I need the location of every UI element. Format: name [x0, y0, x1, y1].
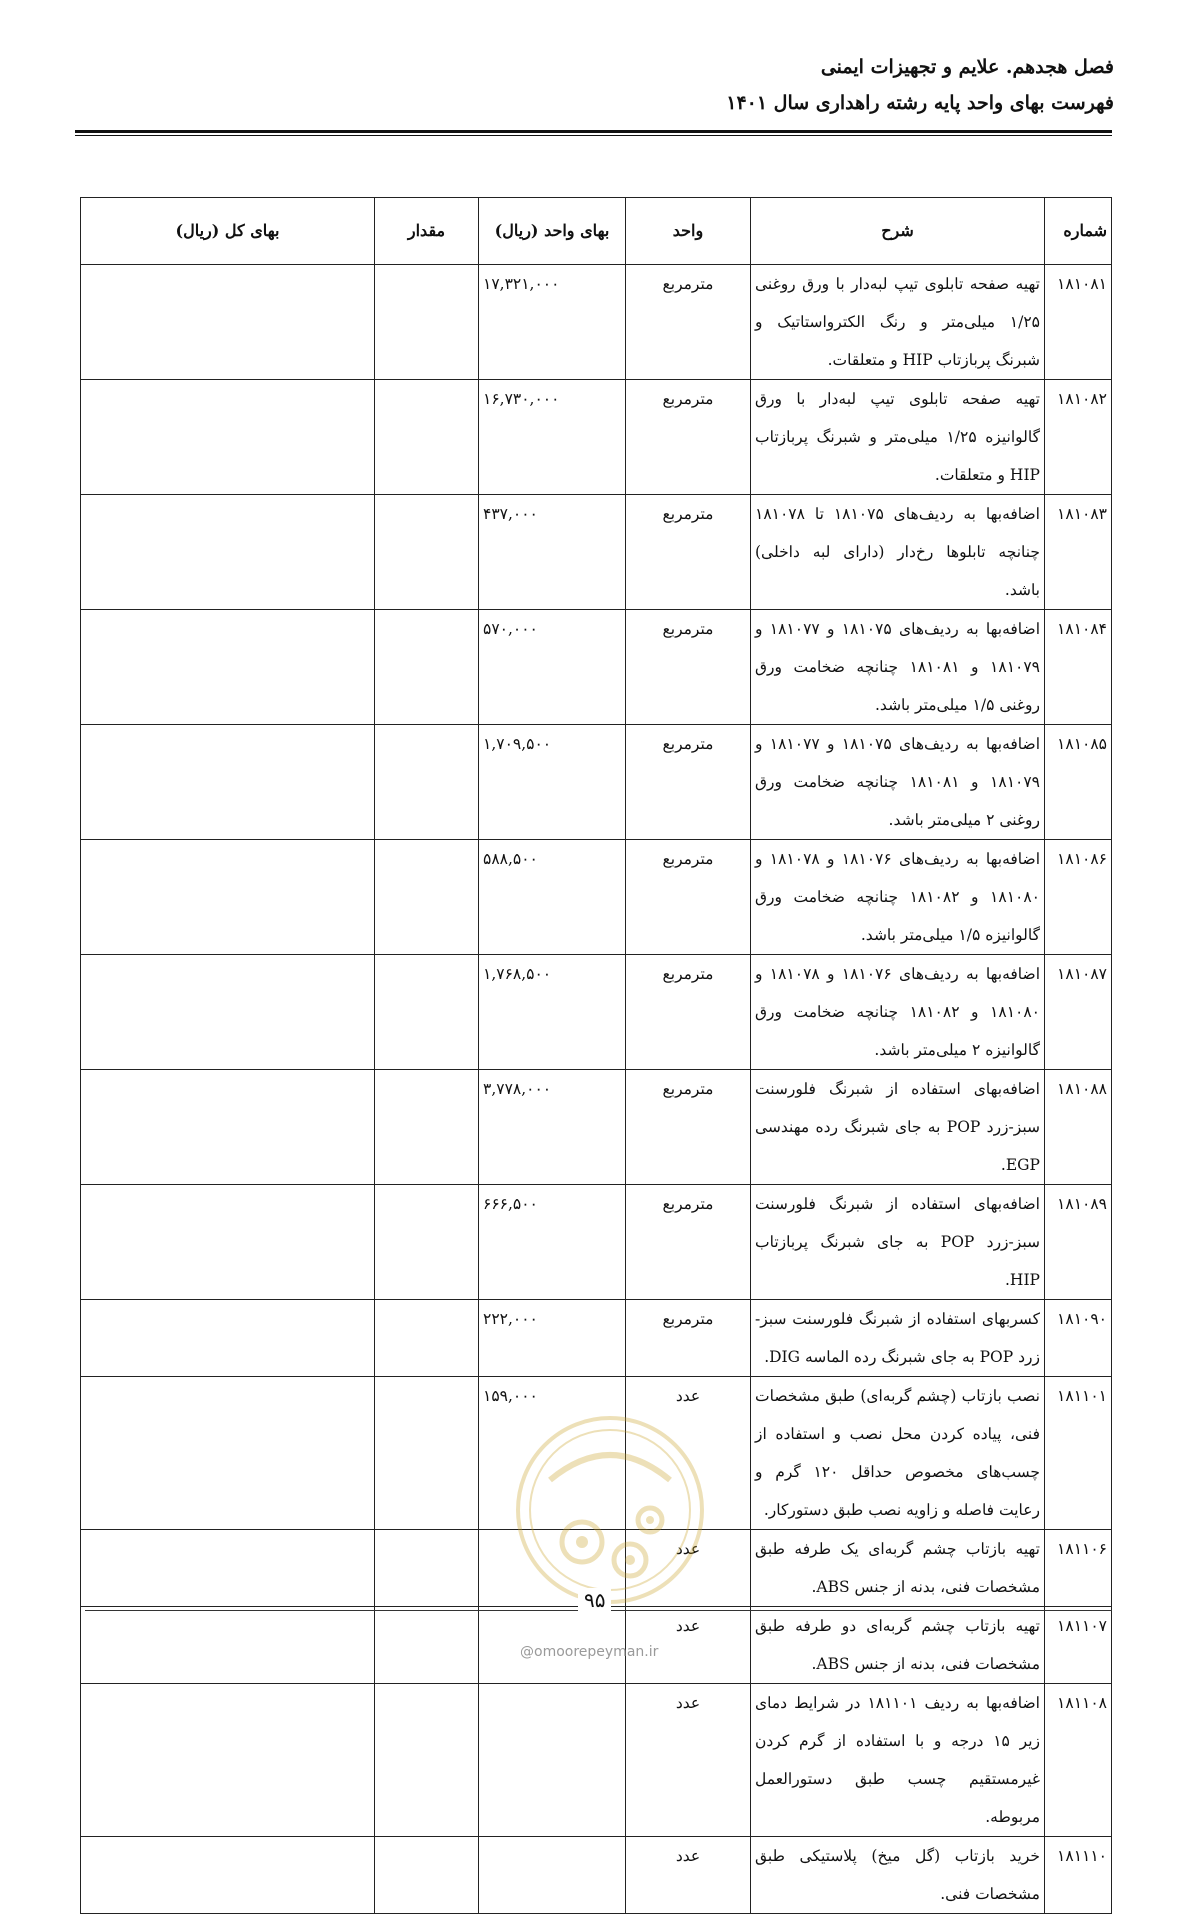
row-number: ۱۸۱۰۹۰	[1045, 1300, 1112, 1377]
row-quantity	[375, 265, 479, 380]
row-number: ۱۸۱۱۰۱	[1045, 1377, 1112, 1530]
row-description: خرید بازتاب (گل میخ) پلاستیکی طبق مشخصات فنی.	[751, 1837, 1045, 1914]
table-row	[81, 1070, 1112, 1185]
row-description: اضافه‌بها به ردیف ۱۸۱۱۰۱ در شرایط دمای زیر ۱۵ درجه و با استفاده از گرم کردن غیرمستقیم چسب طبق دستورالعمل مربوطه.	[751, 1684, 1045, 1837]
row-quantity	[375, 1684, 479, 1837]
row-quantity	[375, 955, 479, 1070]
table-header-row	[81, 198, 1112, 265]
row-description: اضافه‌بها به ردیف‌های ۱۸۱۰۷۵ و ۱۸۱۰۷۷ و ۱۸۱۰۷۹ و ۱۸۱۰۸۱ چنانچه ضخامت ورق روغنی ۲ میلی‌متر باشد.	[751, 725, 1045, 840]
row-unit: مترمربع	[626, 1300, 751, 1377]
row-total-price	[81, 1300, 375, 1377]
column-header-number: شماره	[1045, 198, 1112, 265]
row-total-price	[81, 1607, 375, 1684]
row-quantity	[375, 840, 479, 955]
row-unit-price: ۱,۷۶۸,۵۰۰	[479, 955, 626, 1070]
row-total-price	[81, 1530, 375, 1607]
footer-website: @omoorepeyman.ir	[520, 1644, 659, 1660]
row-quantity	[375, 725, 479, 840]
row-unit-price: ۵۸۸,۵۰۰	[479, 840, 626, 955]
row-description: اضافه‌بهای استفاده از شبرنگ فلورسنت سبز-زرد POP به جای شبرنگ پربازتاب HIP.	[751, 1185, 1045, 1300]
row-unit: مترمربع	[626, 495, 751, 610]
row-quantity	[375, 1607, 479, 1684]
row-unit: مترمربع	[626, 610, 751, 725]
table-row	[81, 1684, 1112, 1837]
row-number: ۱۸۱۰۸۴	[1045, 610, 1112, 725]
table-row	[81, 1185, 1112, 1300]
row-total-price	[81, 1684, 375, 1837]
row-description: اضافه‌بها به ردیف‌های ۱۸۱۰۷۵ تا ۱۸۱۰۷۸ چنانچه تابلوها رخ‌دار (دارای لبه داخلی) باشد.	[751, 495, 1045, 610]
column-header-total-price: بهای کل (ریال)	[81, 198, 375, 265]
header-rule-thick	[75, 130, 1112, 133]
row-total-price	[81, 1377, 375, 1530]
column-header-unit-price: بهای واحد (ریال)	[479, 198, 626, 265]
page-number: ۹۵	[578, 1588, 611, 1612]
row-number: ۱۸۱۱۰۷	[1045, 1607, 1112, 1684]
chapter-title: فصل هجدهم. علایم و تجهیزات ایمنی	[820, 56, 1114, 78]
row-unit-price: ۲۲۲,۰۰۰	[479, 1300, 626, 1377]
row-unit: مترمربع	[626, 725, 751, 840]
row-total-price	[81, 840, 375, 955]
row-unit: عدد	[626, 1530, 751, 1607]
row-unit: مترمربع	[626, 380, 751, 495]
table-row	[81, 1300, 1112, 1377]
row-total-price	[81, 1070, 375, 1185]
row-unit: مترمربع	[626, 1070, 751, 1185]
row-total-price	[81, 955, 375, 1070]
table-row	[81, 1377, 1112, 1530]
row-number: ۱۸۱۰۸۳	[1045, 495, 1112, 610]
row-description: تهیه بازتاب چشم گربه‌ای یک طرفه طبق مشخصات فنی، بدنه از جنس ABS.	[751, 1530, 1045, 1607]
row-number: ۱۸۱۰۸۹	[1045, 1185, 1112, 1300]
row-description: اضافه‌بها به ردیف‌های ۱۸۱۰۷۵ و ۱۸۱۰۷۷ و ۱۸۱۰۷۹ و ۱۸۱۰۸۱ چنانچه ضخامت ورق روغنی ۱/۵ میلی‌متر باشد.	[751, 610, 1045, 725]
row-quantity	[375, 1185, 479, 1300]
table-row	[81, 610, 1112, 725]
row-unit-price: ۱۵۹,۰۰۰	[479, 1377, 626, 1530]
row-number: ۱۸۱۰۸۶	[1045, 840, 1112, 955]
row-number: ۱۸۱۰۸۸	[1045, 1070, 1112, 1185]
row-quantity	[375, 1530, 479, 1607]
table-row	[81, 495, 1112, 610]
row-quantity	[375, 495, 479, 610]
row-description: اضافه‌بها به ردیف‌های ۱۸۱۰۷۶ و ۱۸۱۰۷۸ و ۱۸۱۰۸۰ و ۱۸۱۰۸۲ چنانچه ضخامت ورق گالوانیزه ۱/۵ میلی‌متر باشد.	[751, 840, 1045, 955]
column-header-unit: واحد	[626, 198, 751, 265]
column-header-description: شرح	[751, 198, 1045, 265]
row-description: تهیه صفحه تابلوی تیپ لبه‌دار با ورق گالوانیزه ۱/۲۵ میلی‌متر و شبرنگ پربازتاب HIP و متعلقات.	[751, 380, 1045, 495]
row-number: ۱۸۱۱۰۶	[1045, 1530, 1112, 1607]
table-row	[81, 380, 1112, 495]
row-total-price	[81, 265, 375, 380]
row-total-price	[81, 1837, 375, 1914]
row-unit: مترمربع	[626, 840, 751, 955]
row-quantity	[375, 1300, 479, 1377]
table-body	[81, 265, 1112, 1914]
table-row	[81, 725, 1112, 840]
row-number: ۱۸۱۱۰۸	[1045, 1684, 1112, 1837]
row-unit-price: ۱۶,۷۳۰,۰۰۰	[479, 380, 626, 495]
row-unit-price	[479, 1837, 626, 1914]
row-quantity	[375, 1837, 479, 1914]
row-description: تهیه بازتاب چشم گربه‌ای دو طرفه طبق مشخصات فنی، بدنه از جنس ABS.	[751, 1607, 1045, 1684]
row-number: ۱۸۱۰۸۱	[1045, 265, 1112, 380]
row-unit-price: ۱۷,۳۲۱,۰۰۰	[479, 265, 626, 380]
row-description: کسربهای استفاده از شبرنگ فلورسنت سبز-زرد POP به جای شبرنگ رده الماسه DIG.	[751, 1300, 1045, 1377]
table-row	[81, 955, 1112, 1070]
row-total-price	[81, 610, 375, 725]
row-unit: مترمربع	[626, 1185, 751, 1300]
row-total-price	[81, 495, 375, 610]
row-quantity	[375, 610, 479, 725]
row-description: نصب بازتاب (چشم گربه‌ای) طبق مشخصات فنی، پیاده کردن محل نصب و استفاده از چسب‌های مخصوص حداقل ۱۲۰ گرم و رعایت فاصله و زاویه نصب طبق دستورکار.	[751, 1377, 1045, 1530]
column-header-quantity: مقدار	[375, 198, 479, 265]
row-description: اضافه‌بها به ردیف‌های ۱۸۱۰۷۶ و ۱۸۱۰۷۸ و ۱۸۱۰۸۰ و ۱۸۱۰۸۲ چنانچه ضخامت ورق گالوانیزه ۲ میلی‌متر باشد.	[751, 955, 1045, 1070]
row-quantity	[375, 1070, 479, 1185]
row-description: اضافه‌بهای استفاده از شبرنگ فلورسنت سبز-زرد POP به جای شبرنگ رده مهندسی EGP.	[751, 1070, 1045, 1185]
header-rule-thin	[75, 135, 1112, 136]
row-number: ۱۸۱۱۱۰	[1045, 1837, 1112, 1914]
row-number: ۱۸۱۰۸۵	[1045, 725, 1112, 840]
row-unit-price: ۶۶۶,۵۰۰	[479, 1185, 626, 1300]
row-total-price	[81, 380, 375, 495]
row-unit-price: ۱,۷۰۹,۵۰۰	[479, 725, 626, 840]
row-total-price	[81, 1185, 375, 1300]
row-unit: عدد	[626, 1837, 751, 1914]
document-subtitle: فهرست بهای واحد پایه رشته راهداری سال ۱۴۰۱	[726, 92, 1114, 114]
row-unit: عدد	[626, 1377, 751, 1530]
row-unit-price: ۴۳۷,۰۰۰	[479, 495, 626, 610]
row-total-price	[81, 725, 375, 840]
row-number: ۱۸۱۰۸۲	[1045, 380, 1112, 495]
row-description: تهیه صفحه تابلوی تیپ لبه‌دار با ورق روغنی ۱/۲۵ میلی‌متر و رنگ الکترواستاتیک و شبرنگ پربازتاب HIP و متعلقات.	[751, 265, 1045, 380]
row-unit-price	[479, 1684, 626, 1837]
table-row	[81, 1837, 1112, 1914]
row-quantity	[375, 380, 479, 495]
row-number: ۱۸۱۰۸۷	[1045, 955, 1112, 1070]
row-unit: عدد	[626, 1607, 751, 1684]
row-unit-price: ۵۷۰,۰۰۰	[479, 610, 626, 725]
table-row	[81, 840, 1112, 955]
table-row	[81, 265, 1112, 380]
row-unit: مترمربع	[626, 955, 751, 1070]
row-quantity	[375, 1377, 479, 1530]
row-unit: عدد	[626, 1684, 751, 1837]
row-unit: مترمربع	[626, 265, 751, 380]
row-unit-price: ۳,۷۷۸,۰۰۰	[479, 1070, 626, 1185]
